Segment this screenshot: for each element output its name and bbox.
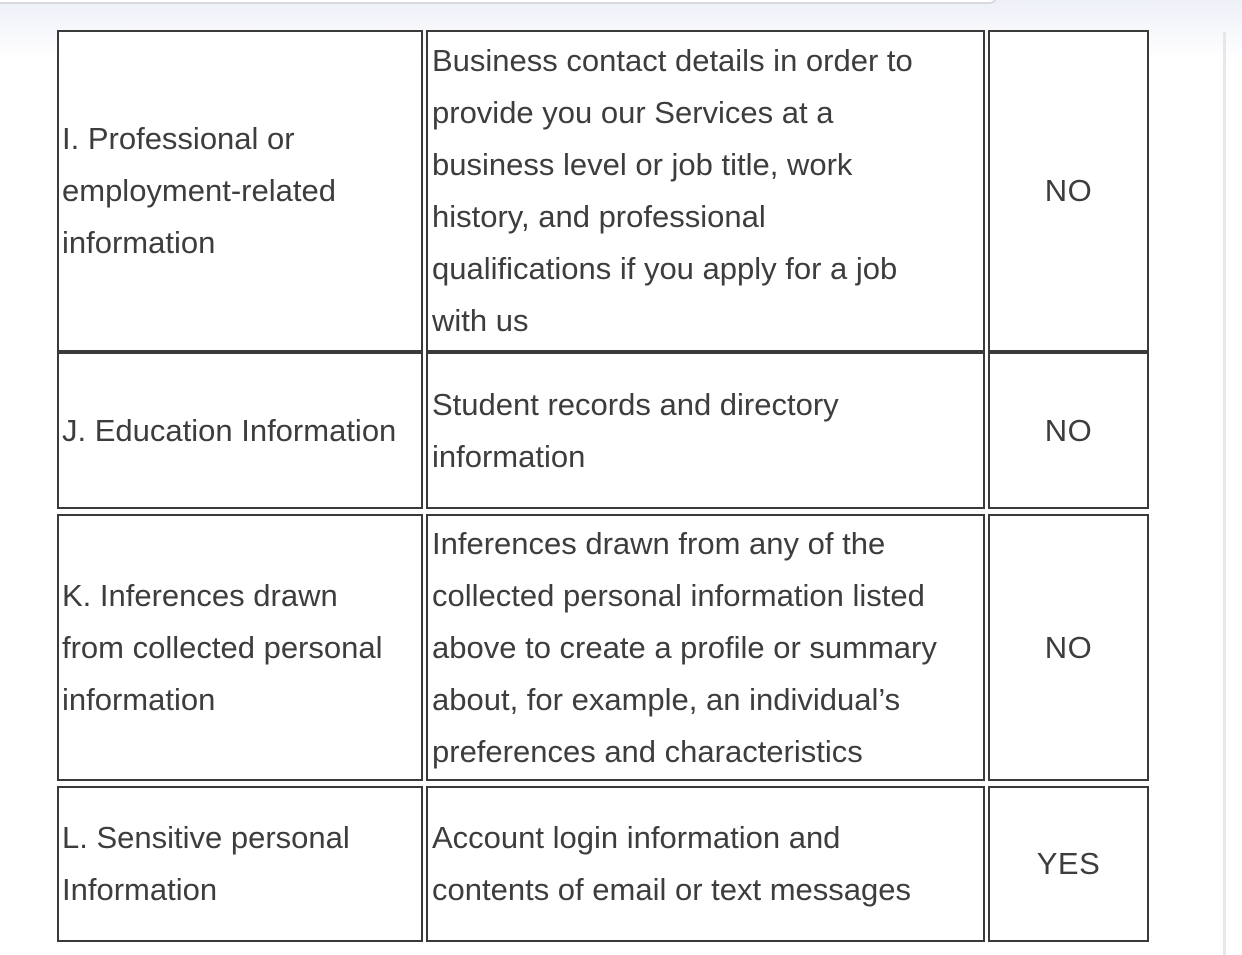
examples-cell (426, 352, 985, 509)
collected-value: NO (1044, 629, 1093, 665)
table-row (0, 30, 1242, 352)
category-cell (57, 30, 423, 352)
examples-cell (426, 514, 985, 781)
table-row (0, 786, 1242, 942)
collected-cell (988, 352, 1149, 509)
table-row (0, 514, 1242, 781)
examples-text: Student records and directory information (432, 386, 839, 474)
table-row (0, 352, 1242, 509)
category-text: K. Inferences drawn from collected personal information (62, 577, 383, 717)
examples-text: Business contact details in order to provide you our Services at a business level or job title, work history, and professional qualifications if you apply for a job with us (432, 43, 913, 338)
examples-cell (426, 30, 985, 352)
category-text: I. Professional or employment-related information (62, 121, 336, 260)
examples-text: Inferences drawn from any of the collected personal information listed above to create a profile or summary about, for example, an individual’s preferences and characteristics (432, 525, 937, 769)
top-input-bar[interactable] (0, 0, 998, 4)
examples-cell (426, 786, 985, 942)
category-cell (57, 352, 423, 509)
category-cell (57, 514, 423, 781)
collected-value: NO (1044, 412, 1093, 448)
category-text: J. Education Information (62, 412, 397, 448)
collected-value: NO (1044, 173, 1093, 208)
category-text: L. Sensitive personal Information (62, 820, 350, 907)
examples-text: Account login information and contents of email or text messages (432, 820, 912, 907)
collected-cell (988, 30, 1149, 352)
collected-value: YES (1036, 846, 1101, 881)
collected-cell (988, 786, 1149, 942)
category-cell (57, 786, 423, 942)
collected-cell (988, 514, 1149, 781)
